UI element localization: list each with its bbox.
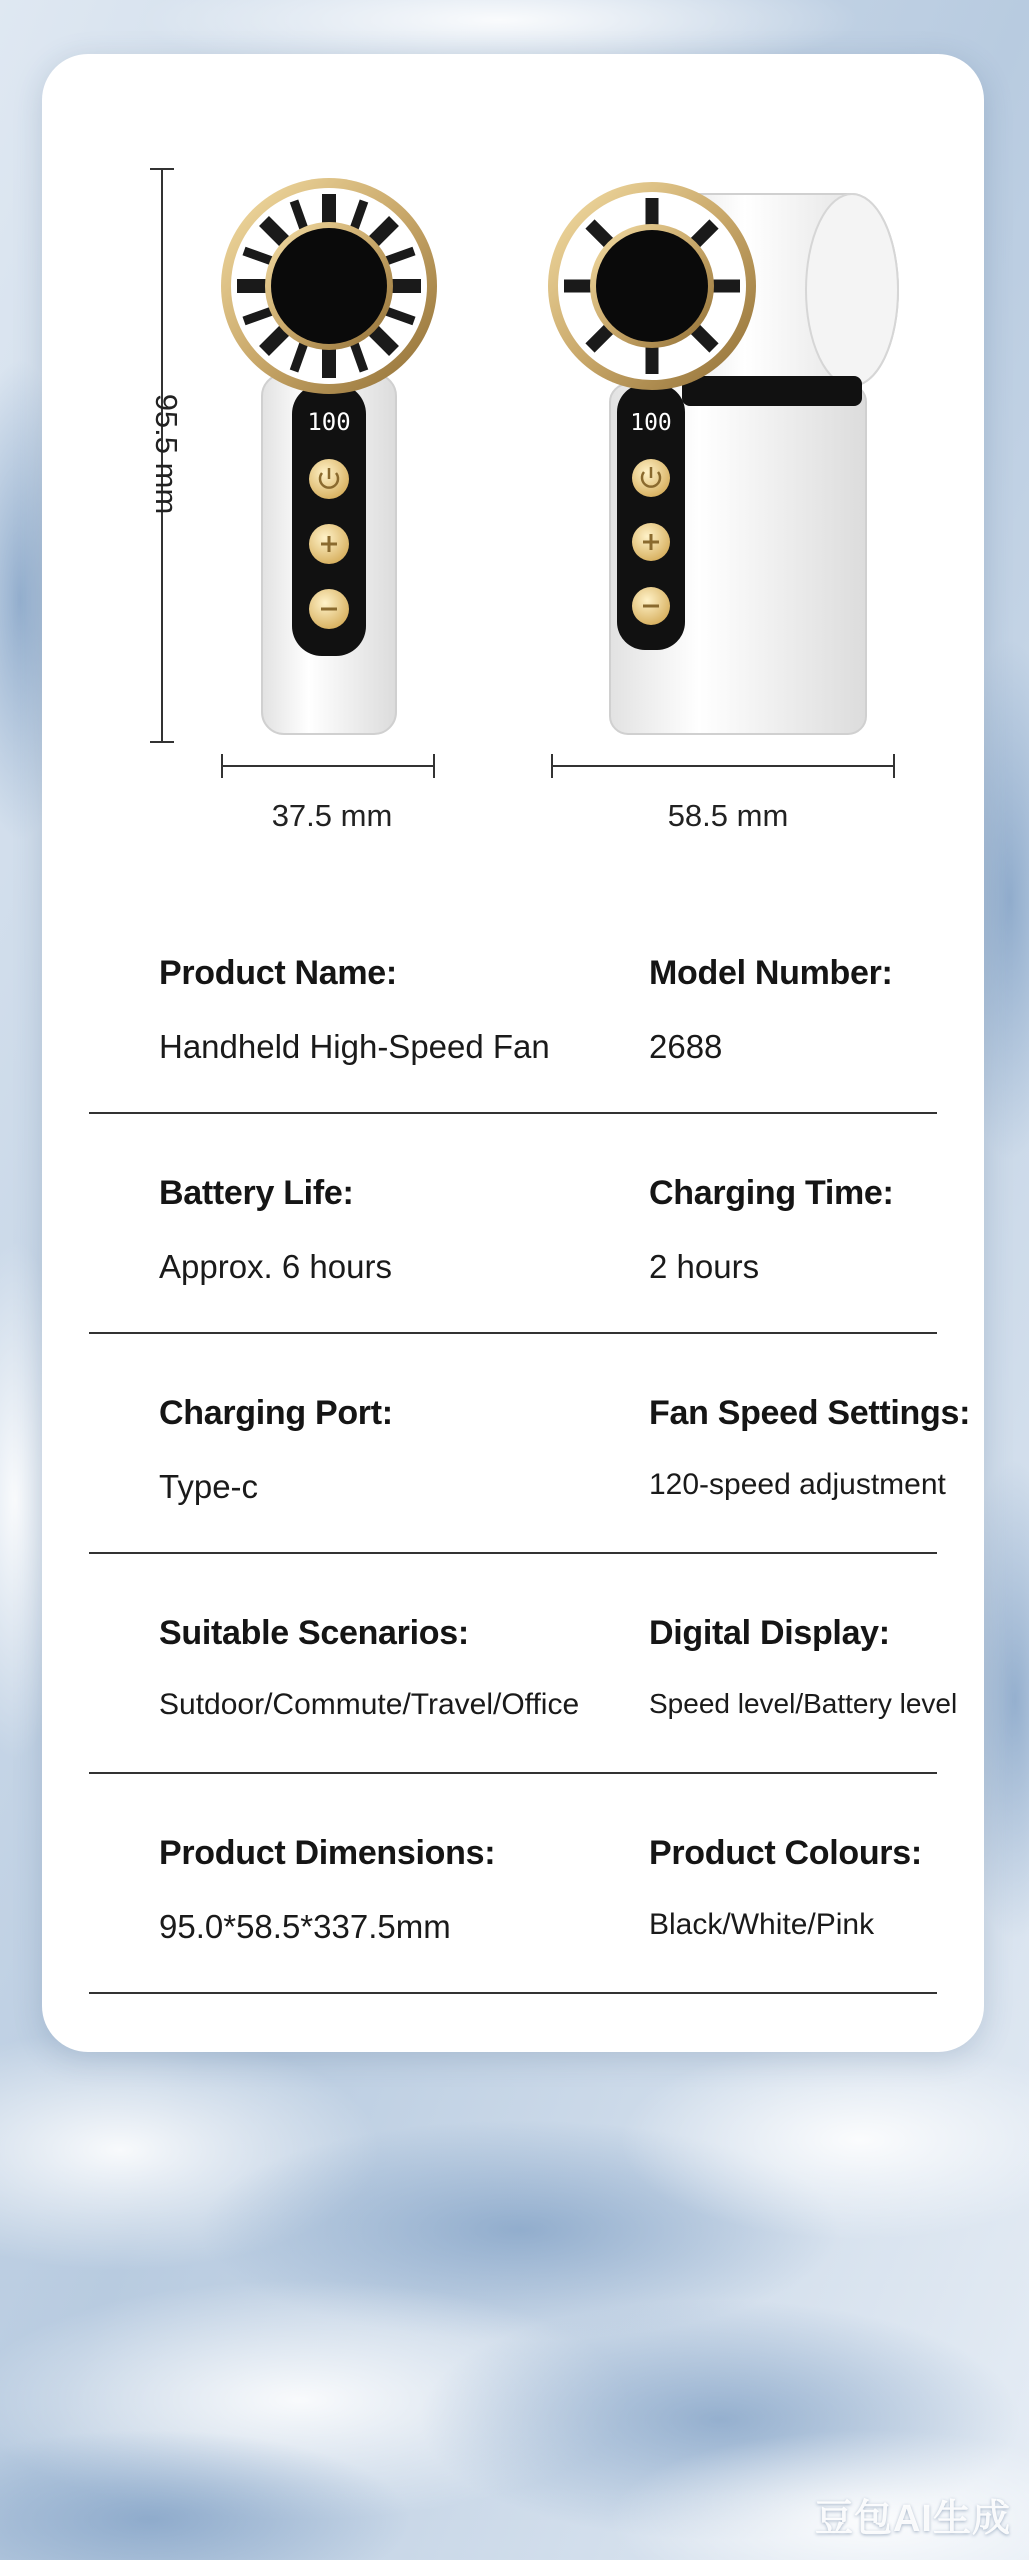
spec-label: Product Name: <box>159 954 397 992</box>
spec-value: Handheld High-Speed Fan <box>159 1028 550 1065</box>
height-dimension-label: 95.5 mm <box>149 393 184 515</box>
spec-value: 95.0*58.5*337.5mm <box>159 1908 451 1945</box>
spec-value: Type-c <box>159 1468 259 1505</box>
spec-label: Digital Display: <box>649 1614 890 1652</box>
spec-label: Battery Life: <box>159 1174 354 1212</box>
spec-card <box>42 54 984 2052</box>
spec-row <box>42 1334 984 1554</box>
spec-value: Speed level/Battery level <box>649 1688 958 1719</box>
spec-row <box>42 1774 984 1994</box>
spec-label: Product Colours: <box>649 1834 922 1872</box>
spec-row <box>42 1114 984 1334</box>
fan-side-view <box>548 182 898 734</box>
spec-table <box>42 894 984 1994</box>
fan-front-view <box>221 178 437 734</box>
ai-generated-watermark: 豆包AI生成 <box>814 2498 1011 2540</box>
spec-label: Product Dimensions: <box>159 1834 496 1872</box>
side-display-reading: 100 <box>630 410 672 436</box>
spec-row <box>42 1554 984 1774</box>
front-display-reading: 100 <box>307 408 351 436</box>
spec-value: Approx. 6 hours <box>159 1248 392 1285</box>
width-b-dimension-label: 58.5 mm <box>667 798 789 833</box>
spec-value: Black/White/Pink <box>649 1908 875 1941</box>
spec-value: Sutdoor/Commute/Travel/Office <box>159 1688 580 1721</box>
spec-label: Charging Port: <box>159 1394 393 1432</box>
width-dimension-line-b <box>552 754 894 778</box>
spec-row <box>42 894 984 1114</box>
spec-value: 2688 <box>649 1028 723 1065</box>
spec-value: 120-speed adjustment <box>649 1468 946 1501</box>
product-figure <box>42 54 984 844</box>
spec-label: Model Number: <box>649 954 893 992</box>
spec-label: Fan Speed Settings: <box>649 1394 971 1432</box>
spec-label: Suitable Scenarios: <box>159 1614 469 1652</box>
spec-value: 2 hours <box>649 1248 760 1285</box>
width-a-dimension-label: 37.5 mm <box>271 798 393 833</box>
spec-label: Charging Time: <box>649 1174 894 1212</box>
width-dimension-line-a <box>222 754 434 778</box>
